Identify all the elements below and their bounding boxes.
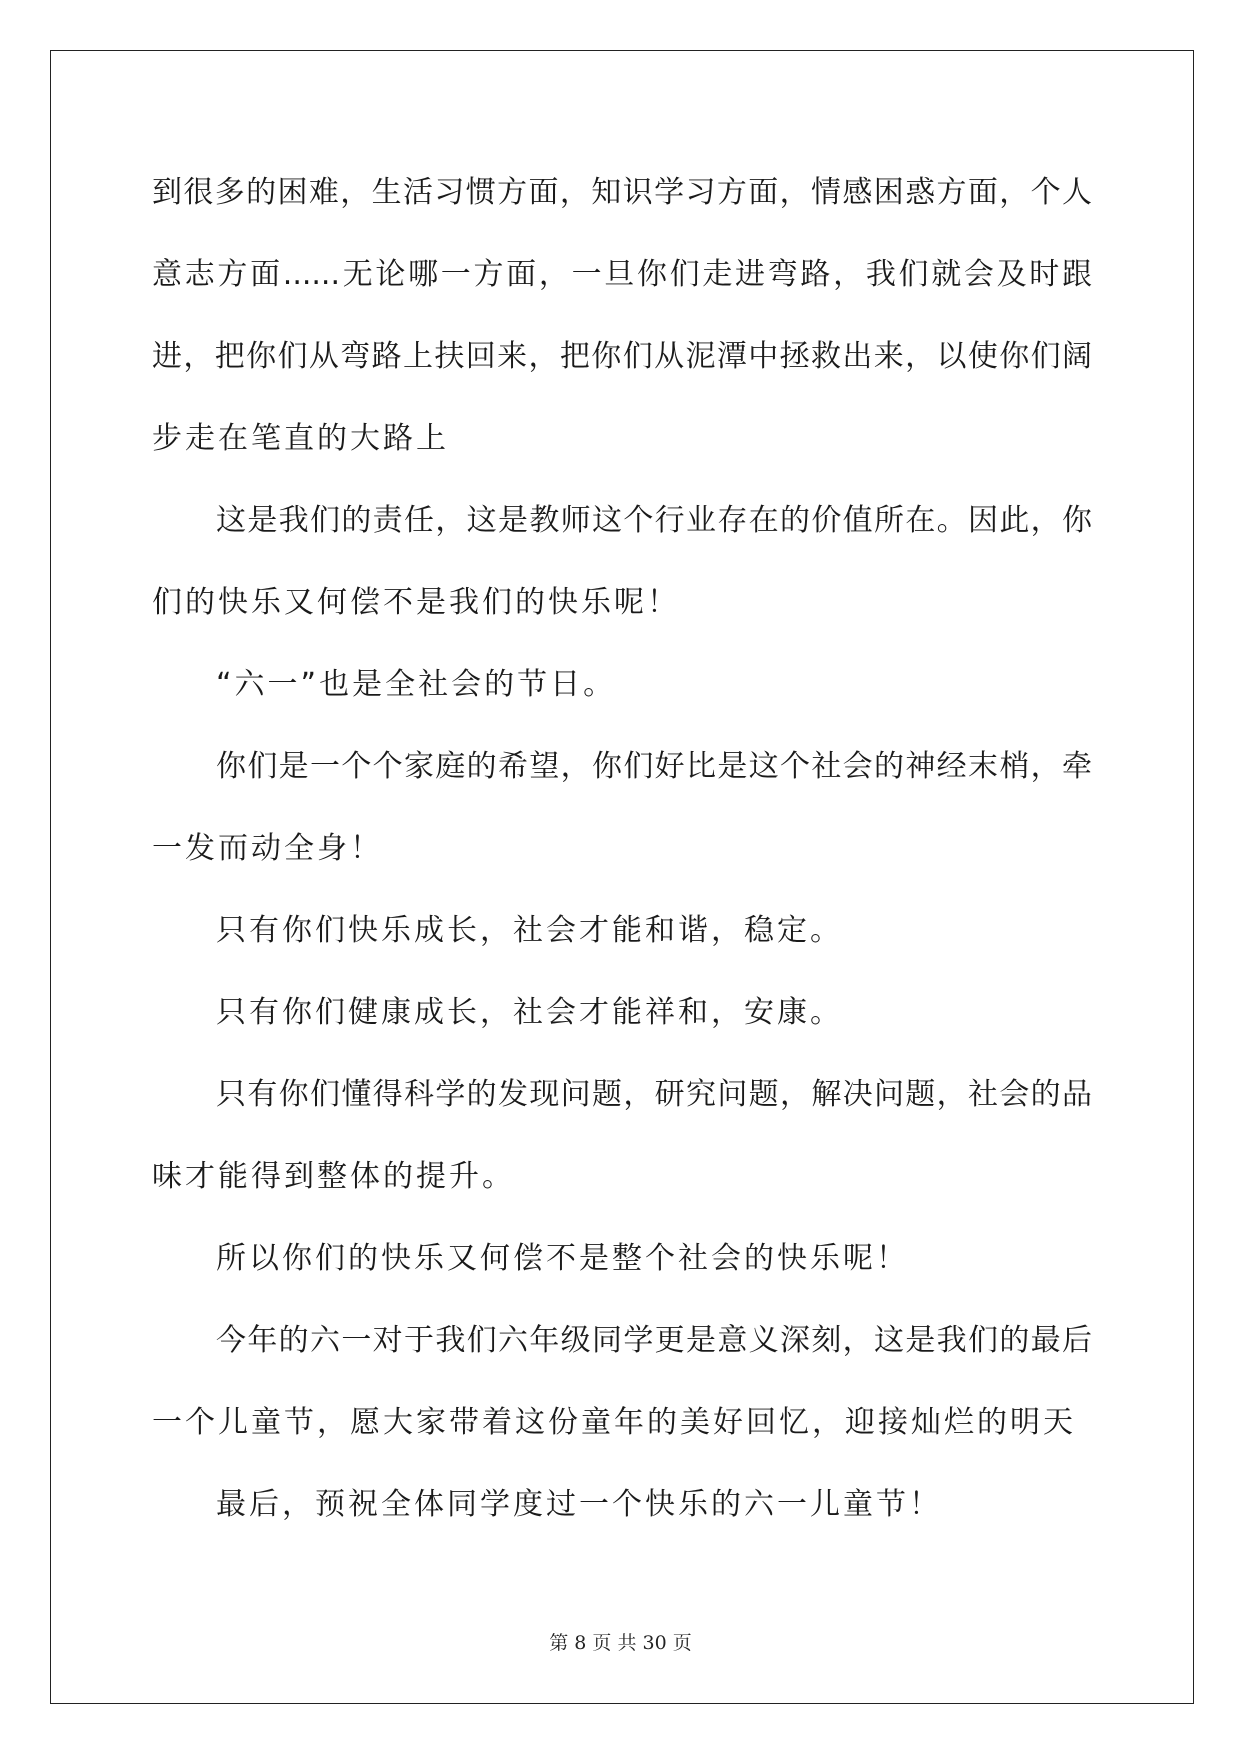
paragraph-line: 一发而动全身！ [152,831,383,866]
paragraph-line: 们的快乐又何偿不是我们的快乐呢！ [152,585,680,620]
paragraph-line: 到很多的困难，生活习惯方面，知识学习方面，情感困惑方面，个人 [152,175,1092,210]
paragraph-line: 这是我们的责任，这是教师这个行业存在的价值所在。因此，你 [216,503,1092,538]
page-number-footer: 第 8 页 共 30 页 [549,1632,692,1654]
paragraph-line: 意志方面......无论哪一方面，一旦你们走进弯路，我们就会及时跟 [152,257,1092,292]
paragraph-line: 进，把你们从弯路上扶回来，把你们从泥潭中拯救出来，以使你们阔 [152,339,1092,374]
paragraph-line: 步走在笔直的大路上 [152,421,449,456]
document-body [152,152,1092,1546]
paragraph-line: 所以你们的快乐又何偿不是整个社会的快乐呢！ [216,1241,909,1276]
paragraph-line: 只有你们懂得科学的发现问题，研究问题，解决问题，社会的品 [216,1077,1092,1112]
paragraph-line: 最后，预祝全体同学度过一个快乐的六一儿童节！ [216,1487,942,1522]
paragraph-line: 一个儿童节，愿大家带着这份童年的美好回忆，迎接灿烂的明天 [152,1405,1076,1440]
paragraph-line: “六一”也是全社会的节日。 [216,667,617,702]
paragraph-line: 今年的六一对于我们六年级同学更是意义深刻，这是我们的最后 [216,1323,1092,1358]
paragraph-line: 只有你们健康成长，社会才能祥和，安康。 [216,995,843,1030]
paragraph-line: 你们是一个个家庭的希望，你们好比是这个社会的神经末梢，牵 [216,749,1092,784]
paragraph-line: 味才能得到整体的提升。 [152,1159,515,1194]
paragraph-line: 只有你们快乐成长，社会才能和谐，稳定。 [216,913,843,948]
